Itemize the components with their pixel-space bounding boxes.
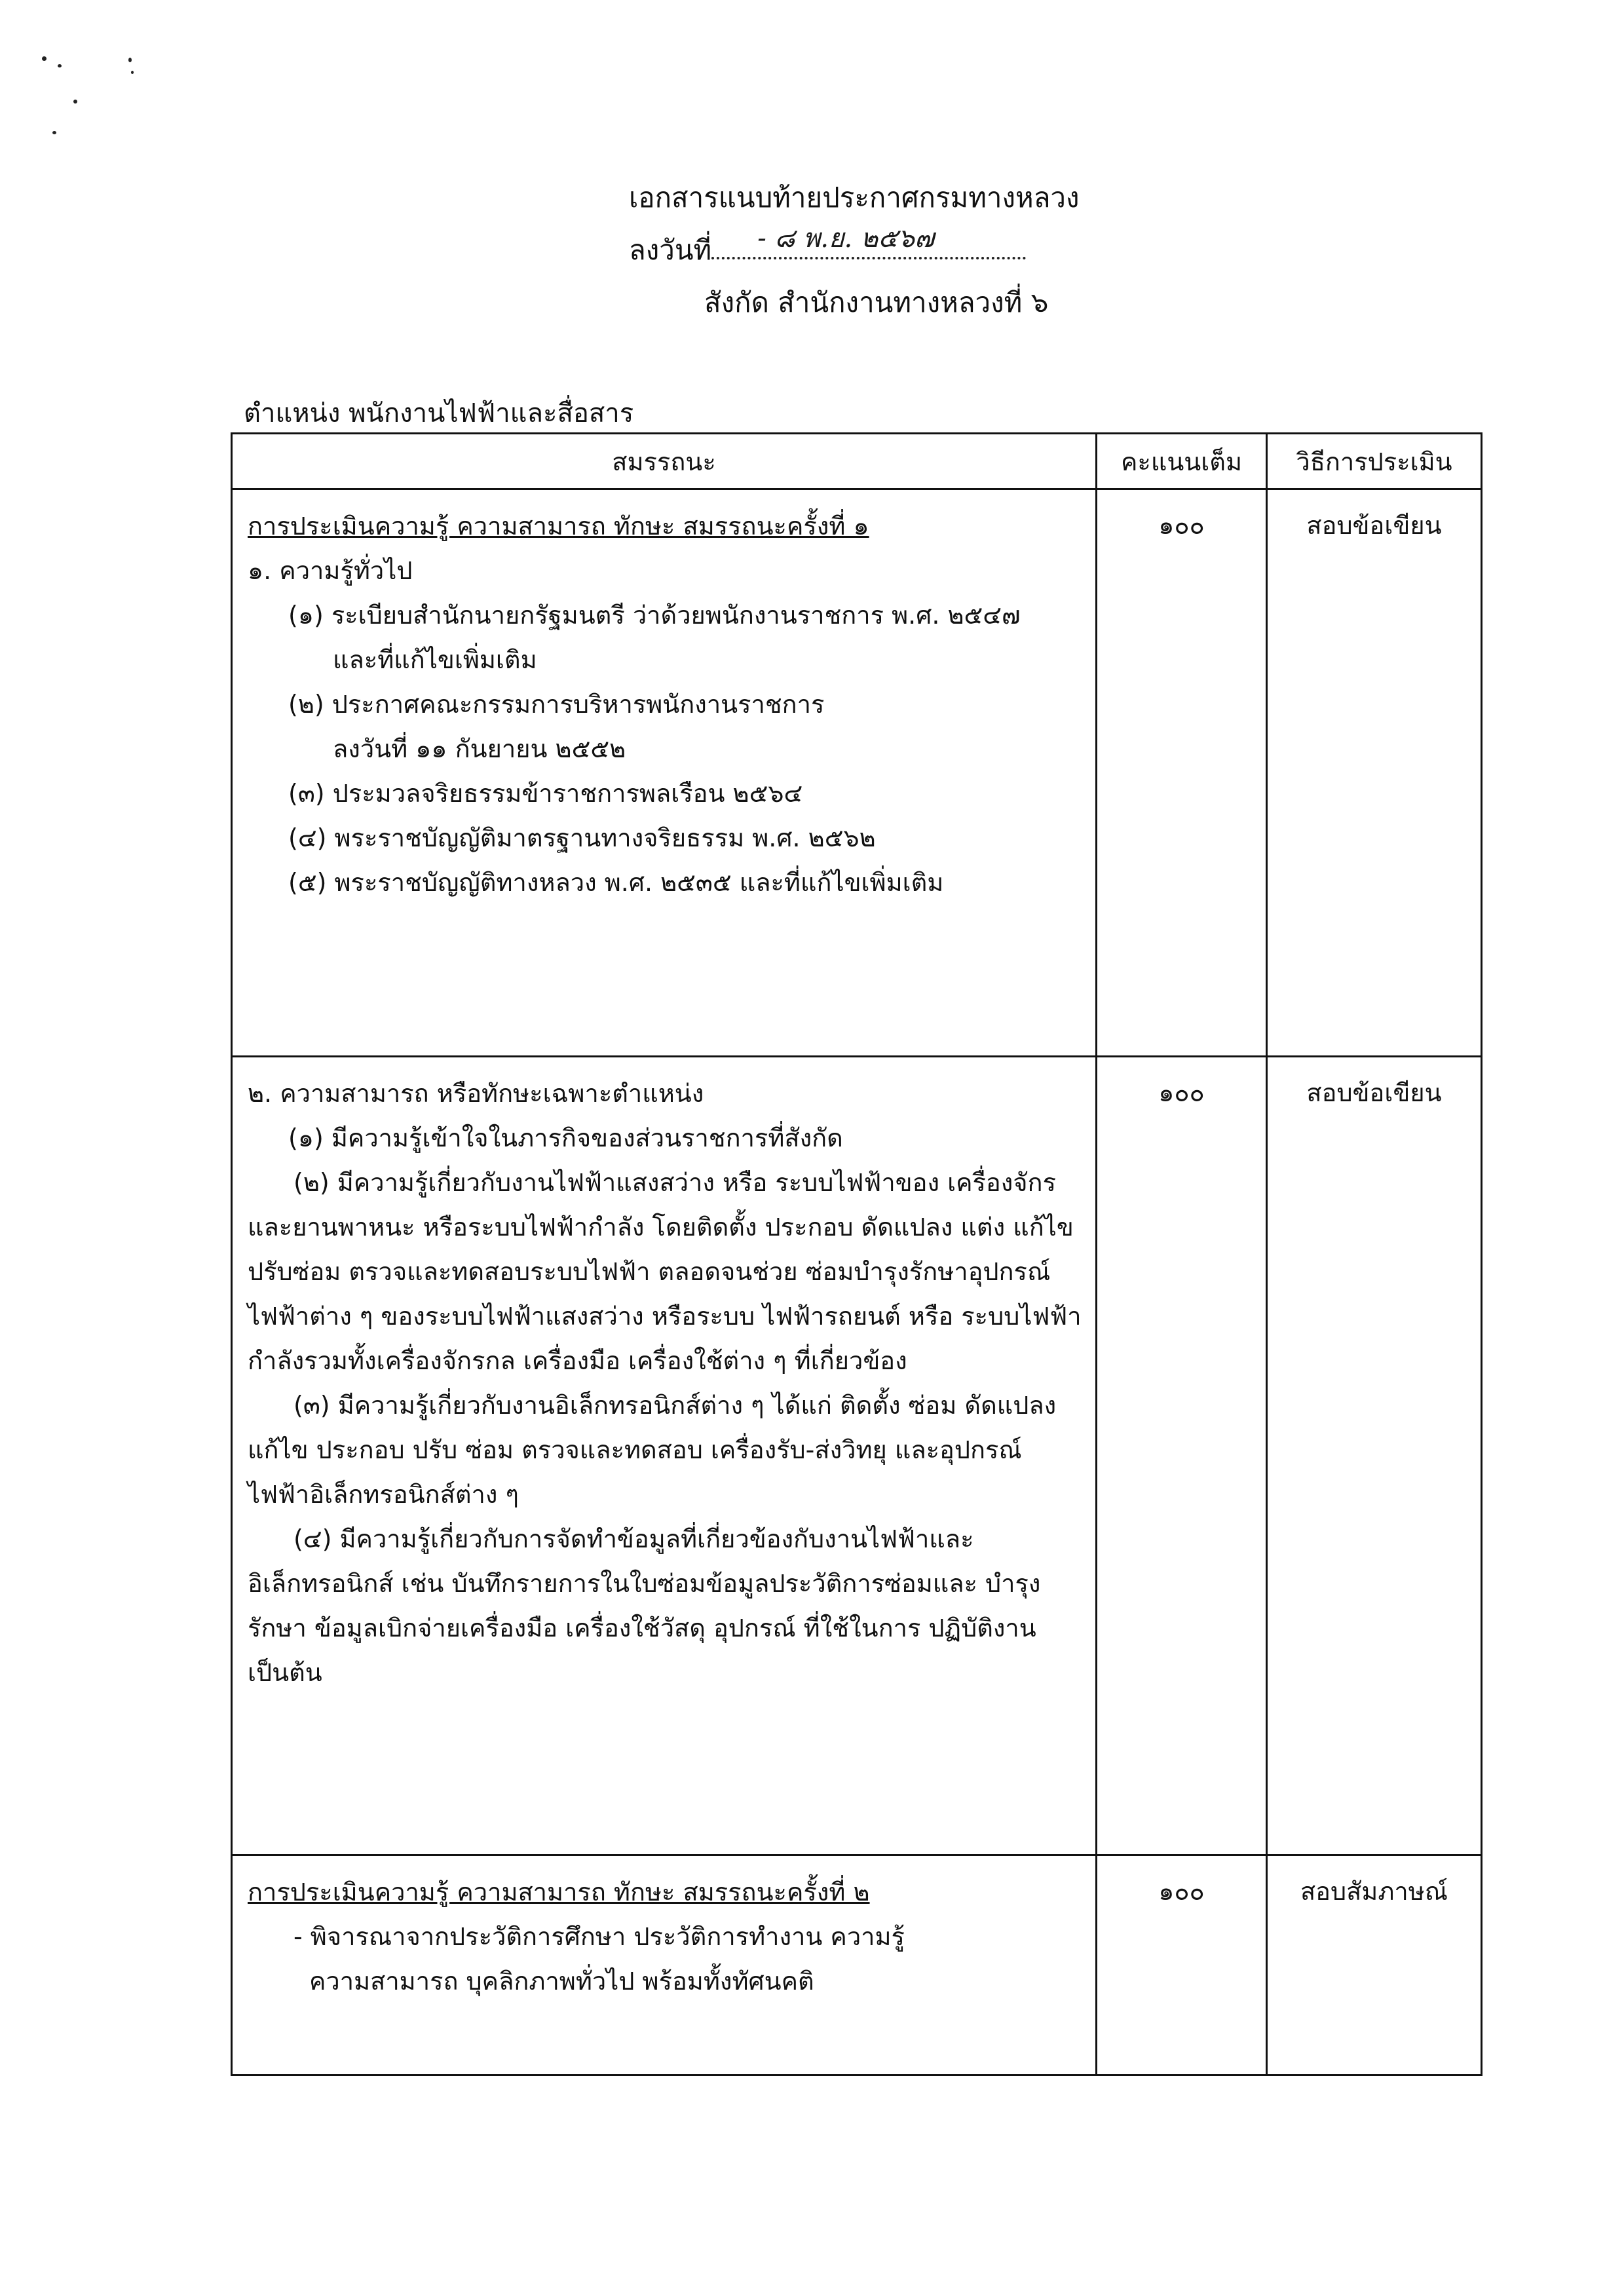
full-score-cell: ๑๐๐: [1097, 1057, 1267, 1855]
list-item: (๒) ประกาศคณะกรรมการบริหารพนักงานราชการ: [288, 690, 825, 719]
date-label: ลงวันที่: [629, 234, 712, 266]
competency-table: [231, 432, 1482, 2076]
list-item: ๑. ความรู้ทั่วไป: [248, 556, 413, 585]
section-title: การประเมินความรู้ ความสามารถ ทักษะ สมรรถนะครั้งที่ ๑: [248, 512, 869, 540]
table-row: [232, 1855, 1482, 2075]
date-line: [629, 224, 1284, 276]
competency-cell: [232, 1057, 1097, 1855]
list-item: (๒) มีความรู้เกี่ยวกับงานไฟฟ้าแสงสว่าง หรือ ระบบไฟฟ้าของ เครื่องจักรและยานพาหนะ หรือระบบไฟฟ้ากำลัง โดยติดตั้ง ประกอบ ดัดแปลง แต่ง แก้ไข ปรับซ่อม ตรวจและทดสอบระบบไฟฟ้า ตลอดจนช่วย ซ่อมบำรุงรักษาอุปกรณ์ไฟฟ้าต่าง ๆ ของระบบไฟฟ้าแสงสว่าง หรือระบบ ไฟฟ้ารถยนต์ หรือ ระบบไฟฟ้ากำลังรวมทั้งเครื่องจักรกล เครื่องมือ เครื่องใช้ต่าง ๆ ที่เกี่ยวข้อง: [248, 1168, 1082, 1375]
method-cell: สอบข้อเขียน: [1267, 1057, 1482, 1855]
list-item-continuation: ความสามารถ บุคลิกภาพทั่วไป พร้อมทั้งทัศนคติ: [309, 1967, 814, 1996]
handwritten-date: - ๘ พ.ย. ๒๕๖๗: [757, 223, 935, 254]
table-row: [232, 489, 1482, 1057]
agency-line: สังกัด สำนักงานทางหลวงที่ ๖: [704, 286, 1049, 318]
table-row: [232, 1057, 1482, 1855]
table-header-row: [232, 434, 1482, 489]
scan-speck: [128, 58, 132, 62]
method-cell: สอบสัมภาษณ์: [1267, 1855, 1482, 2075]
list-item: (๓) มีความรู้เกี่ยวกับงานอิเล็กทรอนิกส์ต่าง ๆ ได้แก่ ติดตั้ง ซ่อม ดัดแปลง แก้ไข ประกอบ ปรับ ซ่อม ตรวจและทดสอบ เครื่องรับ-ส่งวิทยุ และอุปกรณ์ไฟฟ้าอิเล็กทรอนิกส์ต่าง ๆ: [248, 1391, 1057, 1509]
header-method: วิธีการประเมิน: [1267, 434, 1482, 489]
list-item: (๑) ระเบียบสำนักนายกรัฐมนตรี ว่าด้วยพนักงานราชการ พ.ศ. ๒๕๔๗: [288, 601, 1021, 630]
competency-cell: [232, 489, 1097, 1057]
list-item: (๕) พระราชบัญญัติทางหลวง พ.ศ. ๒๕๓๕ และที่แก้ไขเพิ่มเติม: [288, 868, 944, 897]
list-item: (๔) มีความรู้เกี่ยวกับการจัดทำข้อมูลที่เกี่ยวข้องกับงานไฟฟ้าและ อิเล็กทรอนิกส์ เช่น บันทึกรายการในใบซ่อมข้อมูลประวัติการซ่อมและ บำรุงรักษา ข้อมูลเบิกจ่ายเครื่องมือ เครื่องใช้วัสดุ อุปกรณ์ ที่ใช้ในการ ปฏิบัติงาน เป็นต้น: [248, 1525, 1041, 1687]
scan-speck: [42, 56, 47, 61]
header-full-score: คะแนนเต็ม: [1097, 434, 1267, 489]
scan-speck: [52, 131, 56, 134]
document-title: เอกสารแนบท้ายประกาศกรมทางหลวง: [629, 181, 1080, 214]
full-score-cell: ๑๐๐: [1097, 1855, 1267, 2075]
document-header: [629, 172, 1284, 329]
list-item: ๒. ความสามารถ หรือทักษะเฉพาะตำแหน่ง: [248, 1079, 704, 1108]
list-item: (๑) มีความรู้เข้าใจในภารกิจของส่วนราชการที่สังกัด: [288, 1124, 843, 1152]
section-title: การประเมินความรู้ ความสามารถ ทักษะ สมรรถนะครั้งที่ ๒: [248, 1878, 870, 1906]
list-item: - พิจารณาจากประวัติการศึกษา ประวัติการทำงาน ความรู้: [293, 1922, 905, 1951]
full-score-cell: ๑๐๐: [1097, 489, 1267, 1057]
list-item-continuation: ลงวันที่ ๑๑ กันยายน ๒๕๕๒: [333, 734, 626, 763]
list-item-continuation: และที่แก้ไขเพิ่มเติม: [333, 645, 537, 674]
list-item: (๓) ประมวลจริยธรรมข้าราชการพลเรือน ๒๕๖๔: [288, 779, 803, 808]
method-cell: สอบข้อเขียน: [1267, 489, 1482, 1057]
position-title: ตำแหน่ง พนักงานไฟฟ้าและสื่อสาร: [244, 398, 634, 428]
scan-speck: [58, 64, 62, 67]
list-item: (๔) พระราชบัญญัติมาตรฐานทางจริยธรรม พ.ศ. ๒๕๖๒: [288, 824, 876, 852]
competency-cell: [232, 1855, 1097, 2075]
scan-speck: [73, 100, 77, 104]
scan-speck: [131, 71, 134, 74]
header-competency: สมรรถนะ: [232, 434, 1097, 489]
date-dotted-field: [711, 223, 1026, 259]
